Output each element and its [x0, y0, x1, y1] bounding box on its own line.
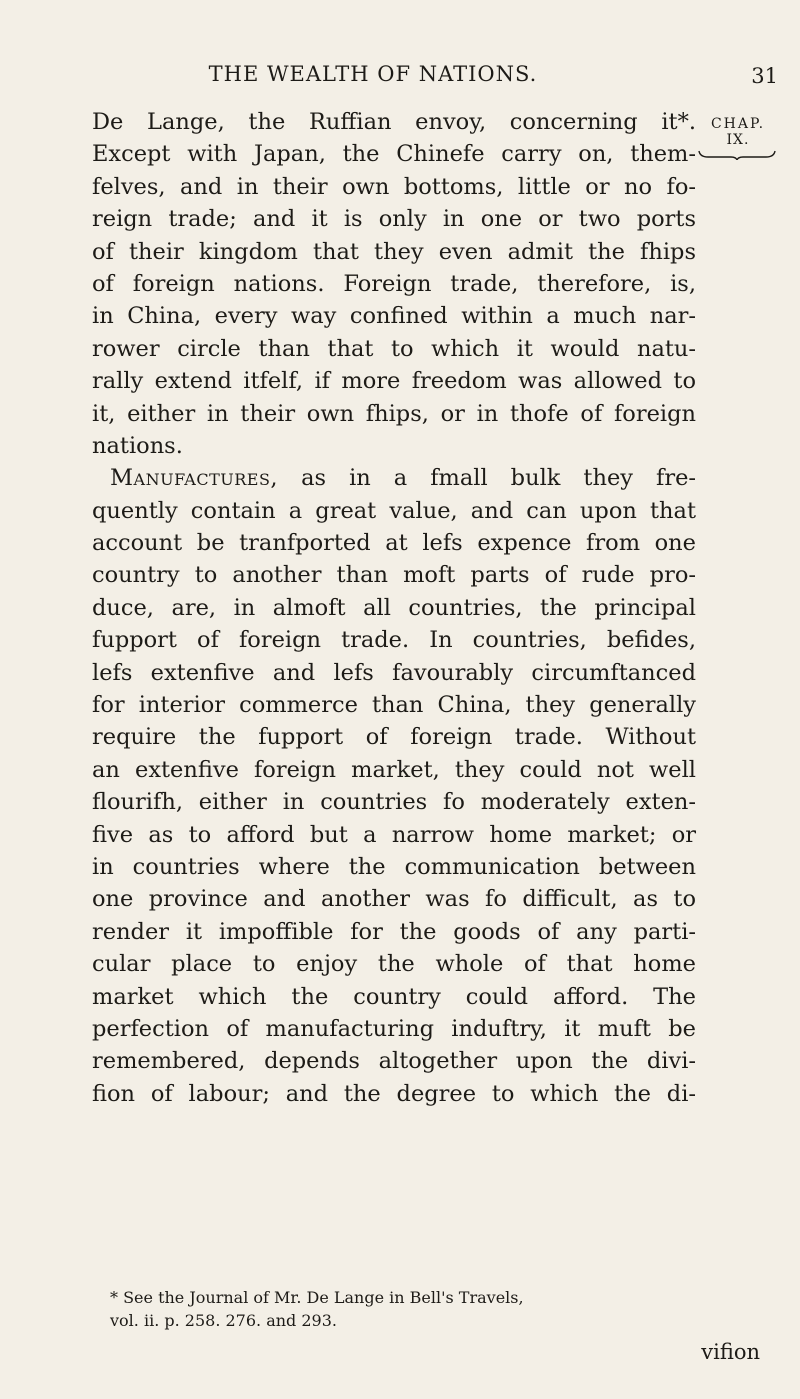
- text-line: in China, every way confined within a much nar-: [92, 303, 696, 330]
- text-line: market which the country could afford. The: [92, 983, 696, 1010]
- chapter-marker: [688, 116, 788, 148]
- text-line: flourifh, either in countries fo moderately exten-: [92, 789, 696, 816]
- text-line: reign trade; and it is only in one or two ports: [92, 206, 696, 233]
- text-line: remembered, depends altogether upon the divi-: [92, 1048, 696, 1075]
- text-line: an extenfive foreign market, they could not well: [92, 756, 696, 783]
- text-line: of their kingdom that they even admit the fhips: [92, 238, 696, 265]
- text-line: country to another than moft parts of rude pro-: [92, 562, 696, 589]
- page-number: 31: [751, 64, 778, 88]
- text-line: one province and another was fo difficult, as to: [92, 886, 696, 913]
- text-line: duce, are, in almoft all countries, the principal: [92, 594, 696, 621]
- text-line: felves, and in their own bottoms, little or no fo-: [92, 173, 696, 200]
- opening-line-rest: as in a fmall bulk they fre-: [278, 465, 696, 492]
- text-line: nations.: [92, 432, 183, 459]
- chapter-number: IX.: [726, 132, 750, 148]
- running-title: THE WEALTH OF NATIONS.: [208, 62, 538, 86]
- brace-ornament: [698, 150, 776, 160]
- footnote: [110, 1286, 710, 1332]
- text-line: of foreign nations. Foreign trade, therefore, is,: [92, 270, 696, 297]
- paragraph-opening-line: [92, 462, 696, 494]
- text-line: require the fupport of foreign trade. Without: [92, 724, 696, 751]
- body-text: [92, 106, 696, 1110]
- footnote-line: vol. ii. p. 258. 276. and 293.: [110, 1311, 337, 1330]
- text-line: rower circle than that to which it would natu-: [92, 335, 696, 362]
- text-line: render it impoffible for the goods of any parti-: [92, 918, 696, 945]
- text-line: Except with Japan, the Chinefe carry on, them-: [92, 141, 696, 168]
- text-line: lefs extenfive and lefs favourably circumftanced: [92, 659, 696, 686]
- text-line: five as to afford but a narrow home market; or: [92, 821, 696, 848]
- text-line: De Lange, the Ruffian envoy, concerning it*.: [92, 109, 696, 135]
- paragraph-lead-word: Manufactures,: [110, 465, 279, 492]
- footnote-line: * See the Journal of Mr. De Lange in Bell's Travels,: [110, 1288, 524, 1307]
- text-line: in countries where the communication between: [92, 853, 696, 880]
- text-line: quently contain a great value, and can upon that: [92, 497, 696, 524]
- text-line: fupport of foreign trade. In countries, befides,: [92, 627, 696, 654]
- text-line: rally extend itfelf, if more freedom was allowed to: [92, 368, 696, 395]
- text-line: for interior commerce than China, they generally: [92, 692, 696, 719]
- catchword: vifion: [701, 1340, 760, 1364]
- chapter-label: CHAP.: [710, 116, 766, 132]
- text-line: account be tranfported at lefs expence from one: [92, 530, 696, 557]
- text-line: fion of labour; and the degree to which the di-: [92, 1080, 696, 1107]
- text-line: perfection of manufacturing induftry, it muft be: [92, 1015, 696, 1042]
- text-line: cular place to enjoy the whole of that home: [92, 951, 696, 978]
- text-line: it, either in their own fhips, or in thofe of foreign: [92, 400, 696, 427]
